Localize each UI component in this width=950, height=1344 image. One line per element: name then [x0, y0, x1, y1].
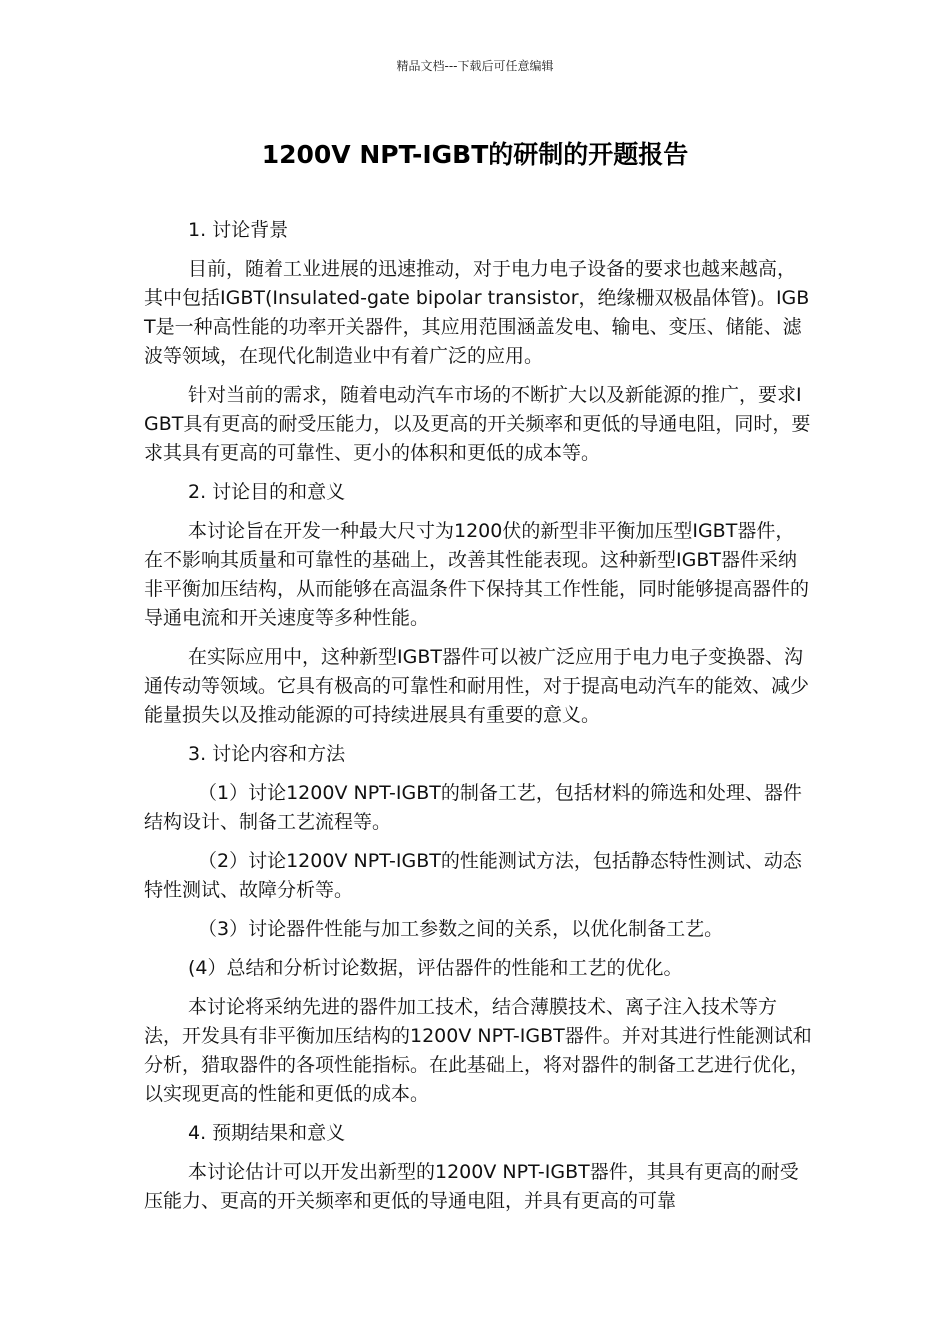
section-heading-expected-results: 4. 预期结果和意义	[188, 1122, 346, 1144]
paragraph: 本讨论将采纳先进的器件加工技术，结合薄膜技术、离子注入技术等方法，开发具有非平衡加压结构的1200V NPT-IGBT器件。并对其进行性能测试和分析，猎取器件的各项性能指标。在此基础上，将对器件的制备工艺进行优化，以实现更高的性能和更低的成本。	[144, 996, 812, 1105]
document-title: 1200V NPT-IGBT的研制的开题报告	[261, 140, 689, 169]
header-note: 精品文档---下载后可任意编辑	[396, 59, 554, 73]
section-heading-purpose: 2. 讨论目的和意义	[188, 481, 346, 503]
paragraph: 本讨论旨在开发一种最大尺寸为1200伏的新型非平衡加压型IGBT器件，在不影响其质量和可靠性的基础上，改善其性能表现。这种新型IGBT器件采纳非平衡加压结构，从而能够在高温条件下保持其工作性能，同时能够提高器件的导通电流和开关速度等多种性能。	[144, 520, 810, 629]
list-item: （2）讨论1200V NPT-IGBT的性能测试方法，包括静态特性测试、动态特性测试、故障分析等。	[144, 850, 802, 901]
list-item: (4）总结和分析讨论数据，评估器件的性能和工艺的优化。	[188, 957, 683, 979]
list-item: （1）讨论1200V NPT-IGBT的制备工艺，包括材料的筛选和处理、器件结构设计、制备工艺流程等。	[144, 782, 802, 833]
paragraph: 针对当前的需求，随着电动汽车市场的不断扩大以及新能源的推广，要求IGBT具有更高的耐受压能力，以及更高的开关频率和更低的导通电阻，同时，要求其具有更高的可靠性、更小的体积和更低的成本等。	[144, 384, 811, 464]
section-heading-methods: 3. 讨论内容和方法	[188, 743, 346, 765]
list-item: （3）讨论器件性能与加工参数之间的关系，以优化制备工艺。	[198, 918, 724, 940]
paragraph: 在实际应用中，这种新型IGBT器件可以被广泛应用于电力电子变换器、沟通传动等领域。它具有极高的可靠性和耐用性，对于提高电动汽车的能效、减少能量损失以及推动能源的可持续进展具有重要的意义。	[144, 646, 810, 726]
paragraph: 本讨论估计可以开发出新型的1200V NPT-IGBT器件，其具有更高的耐受压能力、更高的开关频率和更低的导通电阻，并具有更高的可靠	[144, 1161, 799, 1212]
paragraph: 目前，随着工业进展的迅速推动，对于电力电子设备的要求也越来越高，其中包括IGBT(Insulated-gate bipolar transistor，绝缘栅双极晶体管)。IGBT是一种高性能的功率开关器件，其应用范围涵盖发电、输电、变压、储能、滤波等领域，在现代化制造业中有着广泛的应用。	[144, 258, 810, 367]
document-body	[144, 216, 812, 1226]
section-heading-background: 1. 讨论背景	[188, 219, 289, 241]
